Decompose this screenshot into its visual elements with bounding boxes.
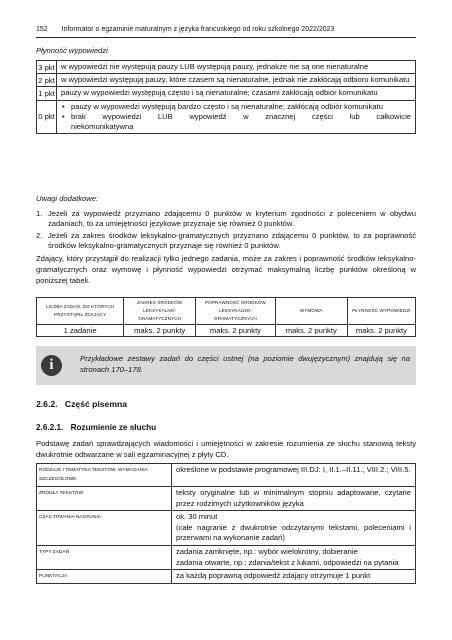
value-cell [172, 487, 416, 511]
table-row [37, 570, 416, 584]
subsection-title: Rozumienie ze słuchu [70, 423, 157, 432]
table-cell: maks. 2 punkty [275, 325, 347, 337]
table-cell: maks. 2 punkty [347, 325, 415, 337]
points-cell: 2 pkt [37, 74, 57, 87]
item-number: 2. [36, 230, 43, 240]
label-cell: TYPY ZADAŃ [37, 545, 172, 569]
points-cell: 3 pkt [37, 61, 57, 74]
table-row [37, 74, 416, 87]
points-cell: 0 pkt [37, 100, 57, 134]
item-text: Jeżeli za zakres środków leksykalno-gramatycznych przyznano zdającemu 0 punktów, to za poprawność środków leksykalno-gramatycznych przyznaje się również 0 punktów. [48, 230, 416, 251]
body-paragraph: Zdający, który przystąpił do realizacji tylko jednego zadania, może za zakres i poprawność środków leksykalno-gramatycznych oraz wymowę i płynność wypowiedzi otrzymać maksymalną liczbę punktów określoną w poniższej tabeli. [36, 254, 416, 286]
value-cell [172, 545, 416, 569]
item-number: 1. [36, 209, 43, 218]
bullet-list [61, 102, 411, 133]
value-line: (całe nagranie z dwukrotnie odczytanymi tekstami, poleceniami i przerwami na wykonanie zadań) [176, 522, 411, 543]
label-cell: ŹRÓDŁA TEKSTÓW [37, 487, 172, 511]
page-number: 152 [36, 26, 48, 33]
listening-info-table [36, 463, 416, 584]
header-title: Informator o egzaminie maturalnym z języka francuskiego od roku szkolnego 2022/2023 [61, 26, 335, 33]
table-row [37, 325, 416, 337]
description-cell: w wypowiedzi występują pauzy, które czasem są nienaturalne, jednak nie zakłócają odbioru komunikatu [57, 74, 416, 87]
description-cell: pauzy w wypowiedzi występują często i są nienaturalne; czasami zakłócają odbiór komunikatu [57, 87, 416, 100]
list-item [36, 209, 416, 230]
value-cell [172, 570, 416, 584]
notes-title: Uwagi dodatkowe: [36, 194, 99, 203]
header-cell: WYMOWA [275, 298, 347, 325]
table-row [37, 511, 416, 546]
section-number: 2.6.2. [36, 399, 58, 409]
body-paragraph: Podstawę zadań sprawdzających wiadomości i umiejętności w zakresie rozumienia ze słuchu stanowią teksty dwukrotnie odtwarzane w sali egzaminacyjnej z płyty CD. [36, 439, 416, 460]
list-item: • pauzy w wypowiedzi występują bardzo często i są nienaturalne; zakłócają odbiór komunikatu [61, 102, 411, 112]
page-header [36, 26, 416, 33]
table-row [37, 464, 416, 487]
value-line: określone w podstawie programowej III.DJ: I, II.1.–II.11., VIII.2.; VIII.5. [176, 465, 411, 474]
label-cell: RODZAJE I TEMATYKA TEKSTÓW, WYMAGANIA SZCZEGÓŁOWE [37, 464, 172, 487]
header-cell: PŁYNNOŚĆ WYPOWIEDZI [347, 298, 415, 325]
subsection-heading [36, 423, 156, 432]
info-icon: i [41, 355, 62, 376]
table-row [37, 87, 416, 100]
fluency-title: Płynność wypowiedzi [36, 46, 108, 55]
fluency-table [36, 60, 416, 134]
label-cell: PUNKTACJA [37, 570, 172, 584]
table-row [37, 487, 416, 511]
item-text: Jeżeli za wypowiedź przyznano zdającemu 0 punktów w kryterium zgodności z poleceniem w obydwu zadaniach, to za umiejętności językowe przyznaje się również 0 punktów. [48, 209, 416, 229]
value-line: ok. 30 minut [176, 512, 218, 522]
section-heading [36, 399, 127, 409]
table-cell: 1 zadanie [37, 325, 124, 337]
table-row [37, 61, 416, 74]
header-cell: POPRAWNOŚĆ ŚRODKÓW LEKSYKALNO-GRAMATYCZNYCH [196, 298, 276, 325]
description-cell: w wypowiedzi nie występują pauzy LUB występują pauzy, jednakże nie są one nienaturalne [57, 61, 416, 74]
value-cell [172, 464, 416, 487]
value-line: zadania zamknięte, np.: wybór wielokrotny, dobieranie [176, 546, 358, 556]
table-row [37, 100, 416, 134]
list-item [36, 231, 416, 252]
score-table [36, 297, 416, 337]
value-line: teksty oryginalne lub w minimalnym stopniu adaptowane, czytane przez rodzimych użytkowników języka [176, 488, 411, 508]
header-divider [36, 37, 416, 38]
header-cell: LICZBA ZADAŃ, DO KTÓRYCH PRZYSTĄPIŁ ZDAJĄCY [37, 298, 124, 325]
info-text: Przykładowe zestawy zadań do części ustnej (na poziomie dwujęzycznym) znajdują się na stronach 170–178. [80, 354, 410, 374]
points-cell: 1 pkt [37, 87, 57, 100]
value-cell [172, 511, 416, 546]
subsection-number: 2.6.2.1. [36, 423, 64, 432]
info-box [36, 346, 416, 385]
value-line: zadania otwarte, np.: zdania/tekst z lukami, odpowiedzi na pytania [176, 557, 399, 567]
header-cell: ZAKRES ŚRODKÓW LEKSYKALNO-GRAMATYCZNYCH [124, 298, 196, 325]
table-cell: maks. 2 punkty [196, 325, 276, 337]
list-item: • brak wypowiedzi LUB wypowiedź w znacznej części lub całkowicie niekomunikatywna [61, 112, 411, 132]
notes-list [36, 209, 416, 253]
section-title: Część pisemna [64, 399, 128, 409]
value-line: za każdą poprawną odpowiedź zdający otrzymuje 1 punkt [176, 571, 371, 581]
table-row [37, 545, 416, 569]
label-cell: CZAS TRWANIA NAGRANIA [37, 511, 172, 546]
table-cell: maks. 2 punkty [124, 325, 196, 337]
description-cell [57, 100, 416, 134]
table-header-row [37, 298, 416, 325]
